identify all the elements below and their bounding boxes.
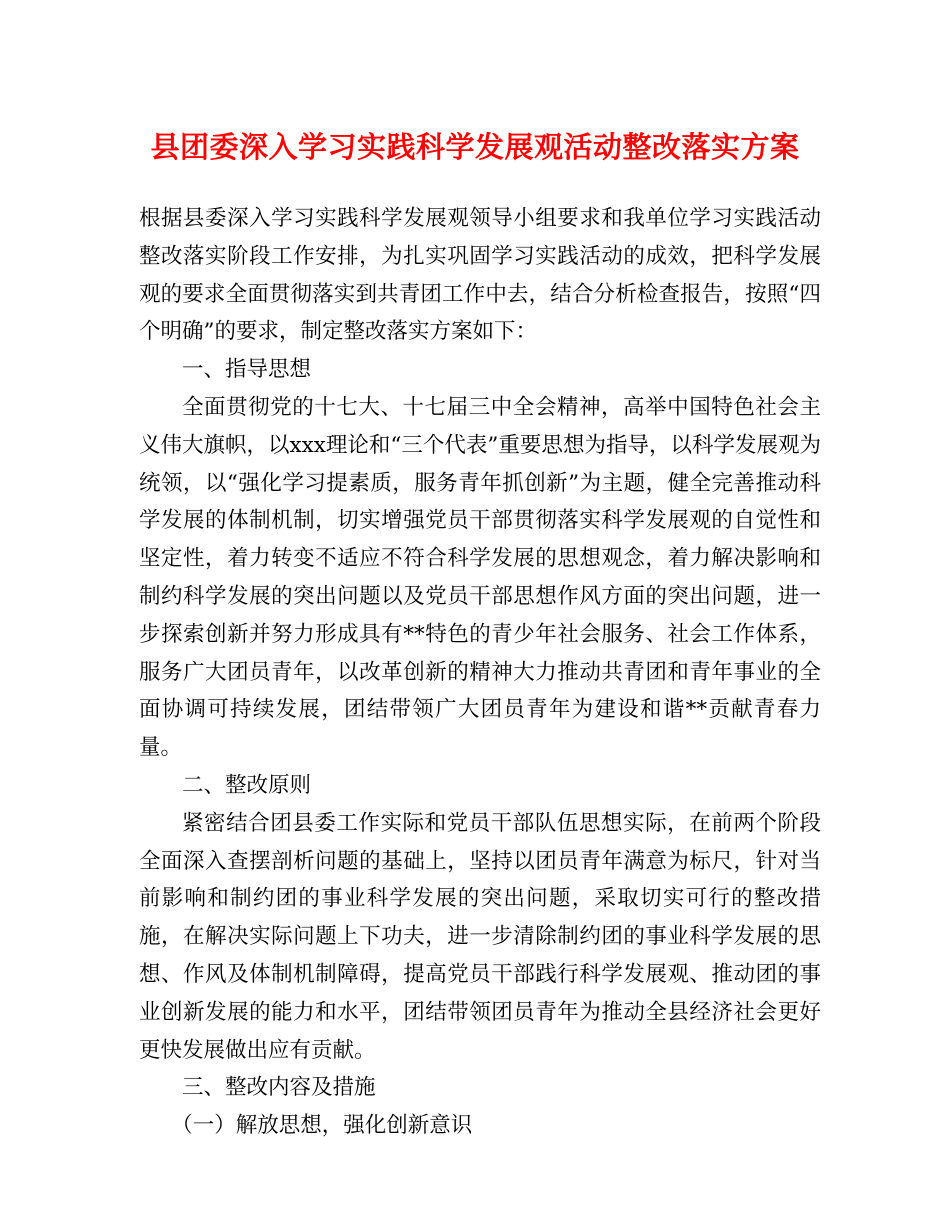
subsection-heading-emancipate-mind: （一）解放思想，强化创新意识 <box>171 1113 473 1139</box>
section-heading-guiding-ideology: 一、指导思想 <box>182 357 312 383</box>
paragraph-rectification-principles: 紧密结合团县委工作实际和党员干部队伍思想实际，在前两个阶段全面深入查摆剖析问题的基础上，坚持以团员青年满意为标尺，针对当前影响和制约团的事业科学发展的突出问题，采取切实可行的整改措施，在解决实际问题上下功夫，进一步清除制约团的事业科学发展的思想、作风及体制机制障碍，提高党员干部践行科学发展观、推动团的事业创新发展的能力和水平，团结带领团员青年为推动全县经济社会更好更快发展做出应有贡献。 <box>139 810 821 1063</box>
paragraph-guiding-ideology: 全面贯彻党的十七大、十七届三中全会精神，高举中国特色社会主义伟大旗帜，以xxx理论和“三个代表”重要思想为指导，以科学发展观为统领，以“强化学习提素质，服务青年抓创新”为主题，健全完善推动科学发展的体制机制，切实增强党员干部贯彻落实科学发展观的自觉性和坚定性，着力转变不适应不符合科学发展的思想观念，着力解决影响和制约科学发展的突出问题以及党员干部思想作风方面的突出问题，进一步探索创新并努力形成具有**特色的青少年社会服务、社会工作体系，服务广大团员青年，以改革创新的精神大力推动共青团和青年事业的全面协调可持续发展，团结带领广大团员青年为建设和谐**贡献青春力量。 <box>139 394 821 761</box>
intro-paragraph: 根据县委深入学习实践科学发展观领导小组要求和我单位学习实践活动整改落实阶段工作安排，为扎实巩固学习实践活动的成效，把科学发展观的要求全面贯彻落实到共青团工作中去，结合分析检查报告，按照“四个明确”的要求，制定整改落实方案如下： <box>139 206 821 345</box>
section-heading-content-and-measures: 三、整改内容及措施 <box>182 1075 376 1101</box>
document-body <box>139 200 821 1145</box>
section-heading-rectification-principles: 二、整改原则 <box>182 772 312 798</box>
document-title: 县团委深入学习实践科学发展观活动整改落实方案 <box>150 130 800 164</box>
